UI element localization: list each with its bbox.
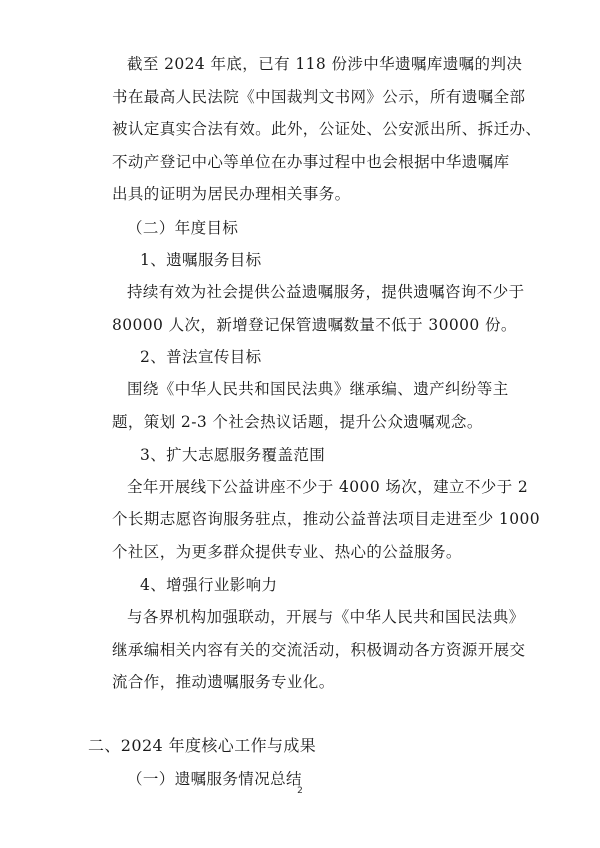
goal-4-line: 与各界机构加强联动，开展与《中华人民共和国民法典》 (127, 608, 525, 626)
goal-3-line: 个社区，为更多群众提供专业、热心的公益服务。 (112, 543, 462, 561)
paragraph-line: 被认定真实合法有效。此外，公证处、公安派出所、拆迁办、 (112, 120, 542, 138)
paragraph-line: 书在最高人民法院《中国裁判文书网》公示，所有遗嘱全部 (112, 88, 526, 106)
goal-2-line: 题，策划 2-3 个社会热议话题，提升公众遗嘱观念。 (112, 413, 483, 431)
goal-1-line: 80000 人次，新增登记保管遗嘱数量不低于 30000 份。 (112, 316, 517, 334)
goal-1-title: 1、遗嘱服务目标 (140, 251, 262, 269)
paragraph-line: 截至 2024 年底，已有 118 份涉中华遗嘱库遗嘱的判决 (127, 55, 523, 73)
goal-3-line: 全年开展线下公益讲座不少于 4000 场次，建立不少于 2 (127, 478, 529, 496)
section-2-title: 二、2024 年度核心工作与成果 (88, 736, 317, 755)
heading-annual-goals: （二）年度目标 (127, 219, 239, 237)
goal-2-title: 2、普法宣传目标 (140, 348, 262, 366)
goal-4-title: 4、增强行业影响力 (140, 576, 278, 594)
goal-3-line: 个长期志愿咨询服务驻点，推动公益普法项目走进至少 1000 (112, 510, 540, 528)
goal-3-title: 3、扩大志愿服务覆盖范围 (140, 446, 326, 464)
goal-4-line: 流合作，推动遗嘱服务专业化。 (112, 673, 335, 691)
goal-2-line: 围绕《中华人民共和国民法典》继承编、遗产纠纷等主 (127, 380, 509, 398)
goal-1-line: 持续有效为社会提供公益遗嘱服务，提供遗嘱咨询不少于 (127, 283, 525, 301)
paragraph-line: 不动产登记中心等单位在办事过程中也会根据中华遗嘱库 (112, 153, 510, 171)
page-number: 2 (297, 786, 303, 796)
goal-4-line: 继承编相关内容有关的交流活动，积极调动各方资源开展交 (112, 641, 526, 659)
paragraph-line: 出具的证明为居民办理相关事务。 (112, 185, 351, 203)
section-2-subheading: （一）遗嘱服务情况总结 (127, 770, 302, 788)
